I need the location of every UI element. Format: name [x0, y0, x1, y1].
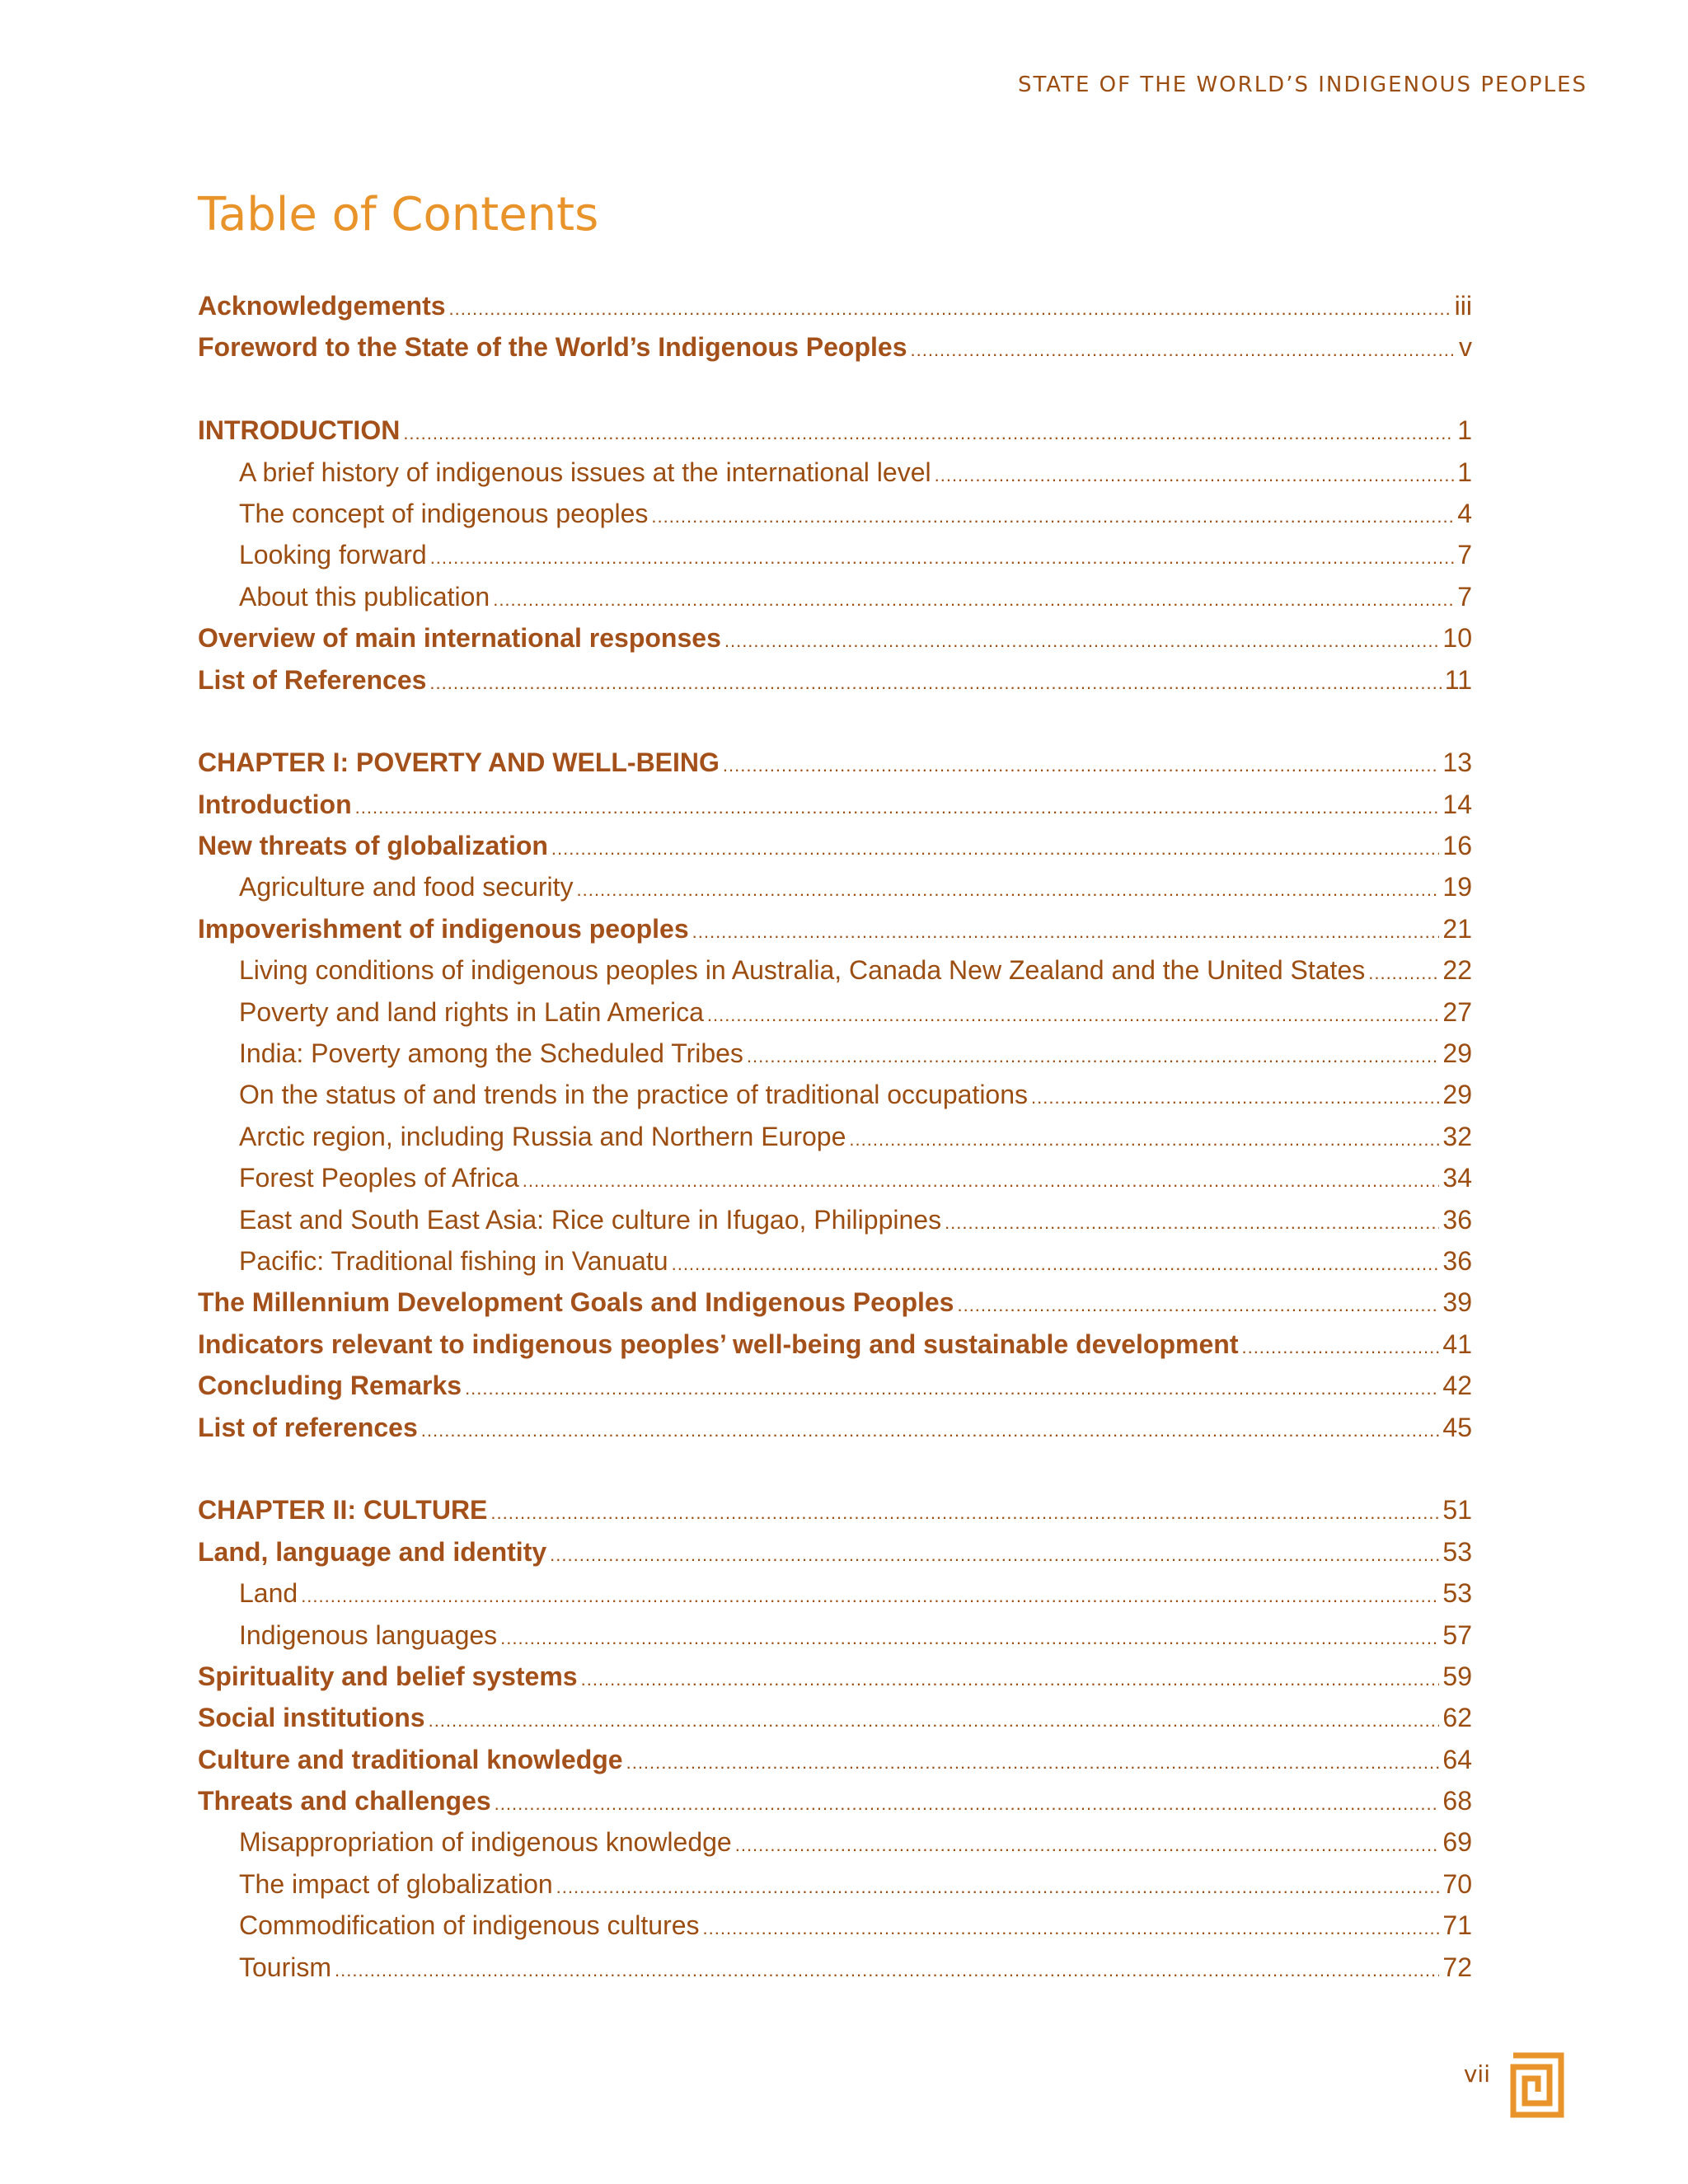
toc-entry-overview-responses[interactable]: Overview of main international responses ..... 10: [198, 617, 1472, 658]
toc-entry-spirituality[interactable]: Spirituality and belief systems ..... 59: [198, 1656, 1472, 1697]
page-title: Table of Contents: [198, 188, 599, 241]
toc-subentry-land[interactable]: Land ..... 53: [198, 1572, 1472, 1614]
toc-entry-culture-knowledge[interactable]: Culture and traditional knowledge ..... 64: [198, 1739, 1472, 1780]
toc-subentry-arctic[interactable]: Arctic region, including Russia and Northern Europe ..... 32: [198, 1116, 1472, 1157]
toc-subentry-forest-peoples[interactable]: Forest Peoples of Africa ..... 34: [198, 1157, 1472, 1198]
toc-entry-ch1-introduction[interactable]: Introduction ..... 14: [198, 784, 1472, 825]
toc-subentry-vanuatu[interactable]: Pacific: Traditional fishing in Vanuatu ..... 36: [198, 1240, 1472, 1282]
toc-entry-land-language-identity[interactable]: Land, language and identity ..... 53: [198, 1531, 1472, 1572]
toc-entry-foreword[interactable]: Foreword to the State of the World’s Indigenous Peoples ..... v: [198, 326, 1472, 368]
toc-entry-acknowledgements[interactable]: Acknowledgements ..... iii: [198, 285, 1472, 326]
toc-entry-introduction[interactable]: INTRODUCTION ..... 1: [198, 410, 1472, 451]
toc-subentry-living-conditions[interactable]: Living conditions of indigenous peoples in Australia, Canada New Zealand and the United States ..... 22: [198, 949, 1472, 991]
toc-subentry-tourism[interactable]: Tourism ..... 72: [198, 1947, 1472, 1988]
toc-entry-threats-challenges[interactable]: Threats and challenges ..... 68: [198, 1780, 1472, 1821]
toc-entry-indicators[interactable]: Indicators relevant to indigenous peoples’ well-being and sustainable development ..... 41: [198, 1324, 1472, 1365]
toc-subentry-globalization-impact[interactable]: The impact of globalization ..... 70: [198, 1863, 1472, 1905]
table-of-contents: [198, 285, 1472, 1988]
toc-entry-list-of-references-ch1[interactable]: List of references ..... 45: [198, 1407, 1472, 1448]
toc-entry-chapter-1[interactable]: CHAPTER I: POVERTY AND WELL-BEING ..... 13: [198, 742, 1472, 783]
running-header: STATE OF THE WORLD’S INDIGENOUS PEOPLES: [1017, 73, 1587, 97]
toc-subentry-misappropriation[interactable]: Misappropriation of indigenous knowledge ..... 69: [198, 1821, 1472, 1863]
toc-entry-impoverishment[interactable]: Impoverishment of indigenous peoples ..... 21: [198, 908, 1472, 949]
toc-entry-social-institutions[interactable]: Social institutions ..... 62: [198, 1697, 1472, 1738]
toc-subentry-traditional-occupations[interactable]: On the status of and trends in the practice of traditional occupations ..... 29: [198, 1074, 1472, 1115]
toc-subentry-indigenous-languages[interactable]: Indigenous languages ..... 57: [198, 1615, 1472, 1656]
toc-subentry-commodification[interactable]: Commodification of indigenous cultures ..... 71: [198, 1905, 1472, 1946]
page-number: vii: [1463, 2060, 1490, 2088]
toc-subentry-about-publication[interactable]: About this publication ..... 7: [198, 576, 1472, 617]
spiral-logo-icon: [1510, 2052, 1564, 2118]
toc-subentry-agriculture[interactable]: Agriculture and food security ..... 19: [198, 866, 1472, 907]
toc-subentry-looking-forward[interactable]: Looking forward ..... 7: [198, 534, 1472, 575]
toc-subentry-rice-culture[interactable]: East and South East Asia: Rice culture in Ifugao, Philippines ..... 36: [198, 1199, 1472, 1240]
toc-subentry-concept[interactable]: The concept of indigenous peoples ..... 4: [198, 493, 1472, 534]
toc-subentry-india[interactable]: India: Poverty among the Scheduled Tribes ..... 29: [198, 1033, 1472, 1074]
toc-entry-mdg[interactable]: The Millennium Development Goals and Indigenous Peoples ..... 39: [198, 1282, 1472, 1323]
toc-subentry-brief-history[interactable]: A brief history of indigenous issues at the international level ..... 1: [198, 452, 1472, 493]
toc-entry-chapter-2[interactable]: CHAPTER II: CULTURE ..... 51: [198, 1489, 1472, 1530]
toc-entry-new-threats[interactable]: New threats of globalization ..... 16: [198, 825, 1472, 866]
toc-subentry-latin-america[interactable]: Poverty and land rights in Latin America ..... 27: [198, 991, 1472, 1033]
toc-entry-concluding-remarks[interactable]: Concluding Remarks ..... 42: [198, 1365, 1472, 1406]
toc-entry-list-of-references-intro[interactable]: List of References ..... 11: [198, 659, 1472, 701]
